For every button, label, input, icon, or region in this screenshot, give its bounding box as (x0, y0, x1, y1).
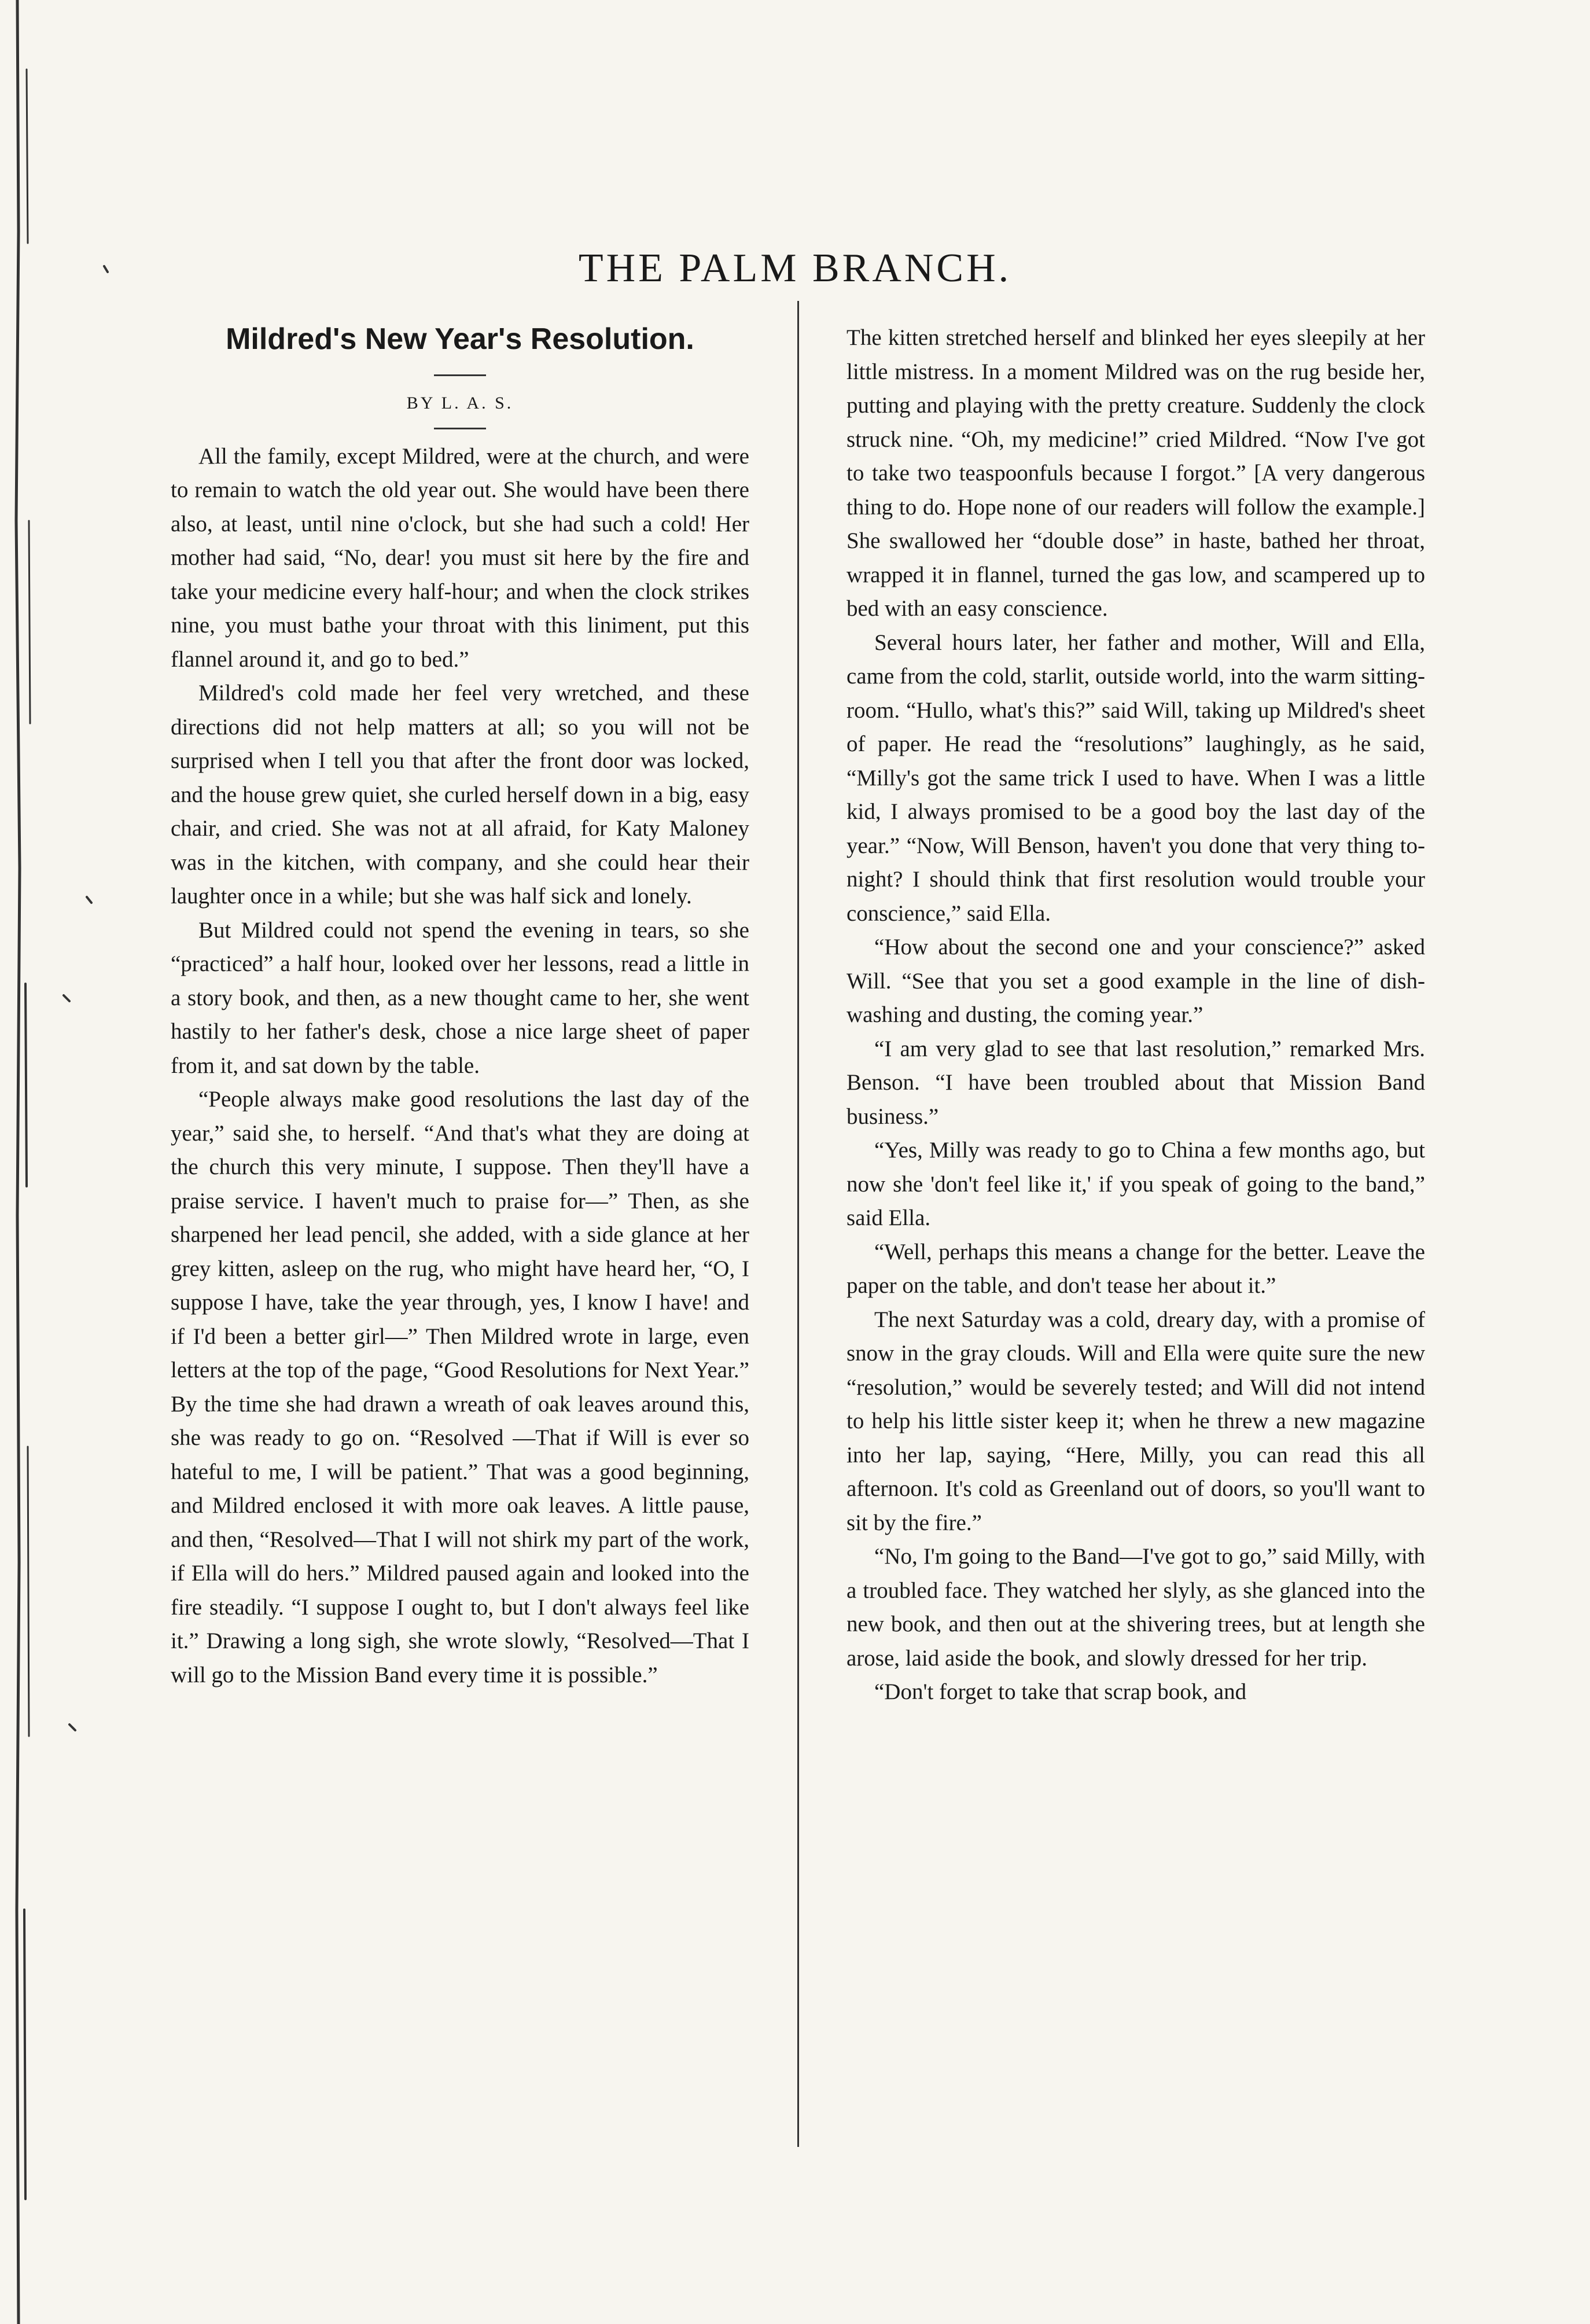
paragraph: But Mildred could not spend the evening in tears, so she “practiced” a half hour, looked over her lessons, read a little in a story book, and then, as a new thought came to her, she went hastily to her father's desk, chose a nice large sheet of paper from it, and sat down by the table. (171, 917, 749, 1078)
paragraph: The next Saturday was a cold, dreary day, with a promise of snow in the gray clouds. Will and Ella were quite sure the new “resolution,” would be severely tested; and Will did not intend to help his little sister keep it; when he threw a new magazine into her lap, saying, “Here, Milly, you can read this all afternoon. It's cold as Greenland out of doors, so you'll want to sit by the fire.” (846, 1307, 1425, 1535)
running-header: THE PALM BRANCH. (578, 246, 1012, 290)
article-byline: BY L. A. S. (406, 394, 514, 413)
paragraph: The kitten stretched herself and blinked her eyes sleepily at her little mistress. In a moment Mildred was on the rug beside her, putting and playing with the pretty creature. Suddenly the clock struck nine. “Oh, my medicine!” cried Mildred. “Now I've got to take two teaspoonfuls because I forgot.” [A very dangerous thing to do. Hope none of our readers will follow the example.] She swallowed her “double dose” in haste, bathed her throat, wrapped it in flannel, turned the gas low, and scampered up to bed with an easy conscience. (846, 325, 1425, 621)
article-title: Mildred's New Year's Resolution. (226, 322, 694, 356)
paragraph: All the family, except Mildred, were at the church, and were to remain to watch the old year out. She would have been there also, at least, until nine o'clock, but she had such a cold! Her mother had said, “No, dear! you must sit here by the fire and take your medicine every half-hour; and when the clock strikes nine, you must bathe your throat with this liniment, put this flannel around it, and go to bed.” (171, 443, 749, 672)
paragraph: “Don't forget to take that scrap book, and (874, 1679, 1247, 1704)
binding-edge-marks (0, 0, 139, 2324)
paragraph: “I am very glad to see that last resolution,” remarked Mrs. Benson. “I have been troubled about that Mission Band business.” (846, 1036, 1425, 1129)
title-rule (434, 374, 486, 376)
paragraph: “People always make good resolutions the last day of the year,” said she, to herself. “And that's what they are doing at the church this very minute, I suppose. Then they'll have a praise service. I haven't much to praise for—” Then, as she sharpened her lead pencil, she added, with a side glance at her grey kitten, asleep on the rug, who might have heard her, “O, I suppose I have, take the year through, yes, I know I have! and if I'd been a better girl—” Then Mildred wrote in large, even letters at the top of the page, “Good Resolutions for Next Year.” By the time she had drawn a wreath of oak leaves around this, she was ready to go on. “Resolved —That if Will is ever so hateful to me, I will be patient.” That was a good beginning, and Mildred enclosed it with more oak leaves. A little pause, and then, “Resolved—That I will not shirk my part of the work, if Ella will do hers.” Mildred paused again and looked into the fire steadily. “I suppose I ought to, but I don't always feel like it.” Drawing a long sigh, she wrote slowly, “Resolved—That I will go to the Mission Band every time it is possible.” (171, 1087, 749, 1687)
paragraph: “No, I'm going to the Band—I've got to go,” said Milly, with a troubled face. They watched her slyly, as she glanced into the new book, and then out at the shivering trees, but at length she arose, laid aside the book, and slowly dressed for her trip. (846, 1544, 1425, 1671)
column-divider (797, 301, 799, 2147)
left-column (171, 321, 749, 1692)
byline-rule (434, 428, 486, 429)
paragraph: Mildred's cold made her feel very wretched, and these directions did not help matters at all; so you will not be surprised when I tell you that after the front door was locked, and the house grew quiet, she curled herself down in a big, easy chair, and cried. She was not at all afraid, for Katy Maloney was in the kitchen, with company, and she could hear their laughter once in a while; but she was half sick and lonely. (171, 681, 749, 909)
paragraph: “Yes, Milly was ready to go to China a few months ago, but now she 'don't feel like it,' if you speak of going to the band,” said Ella. (846, 1138, 1425, 1230)
paragraph: “How about the second one and your conscience?” asked Will. “See that you set a good example in the line of dish-washing and dusting, the coming year.” (846, 935, 1425, 1027)
right-column (846, 321, 1425, 1709)
paragraph: Several hours later, her father and mother, Will and Ella, came from the cold, starlit, outside world, into the warm sitting-room. “Hullo, what's this?” said Will, taking up Mildred's sheet of paper. He read the “resolutions” laughingly, as he said, “Milly's got the same trick I used to have. When I was a little kid, I always promised to be a good boy the last day of the year.” “Now, Will Benson, haven't you done that very thing to-night? I should think that first resolution would trouble your conscience,” said Ella. (846, 630, 1425, 926)
paragraph: “Well, perhaps this means a change for the better. Leave the paper on the table, and don't tease her about it.” (846, 1239, 1425, 1298)
